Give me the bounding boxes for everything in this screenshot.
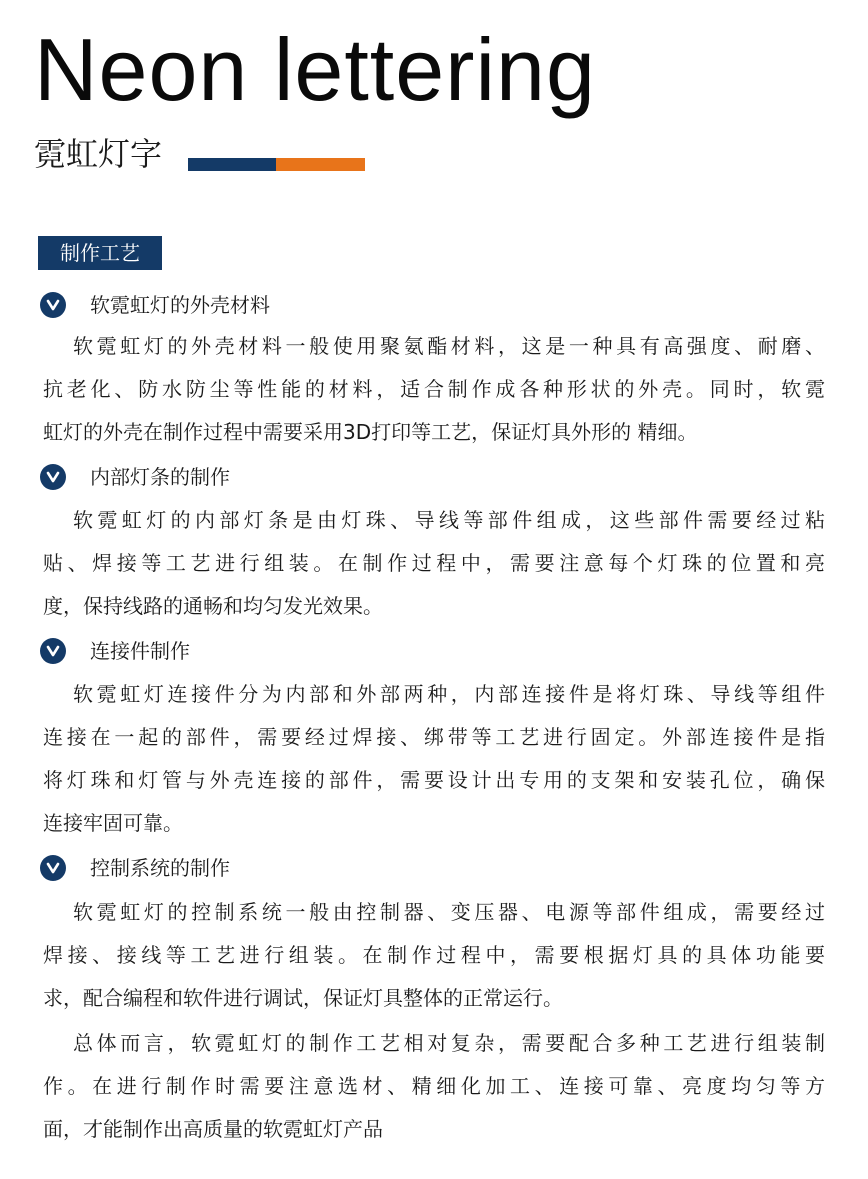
paragraph-line: 虹灯的外壳在制作过程中需要采用3D打印等工艺，保证灯具外形的 精细。 — [43, 420, 698, 444]
item-title: 连接件制作 — [90, 639, 190, 663]
item-paragraph — [43, 325, 825, 454]
item-heading — [40, 289, 270, 321]
item-paragraph — [43, 673, 825, 845]
paragraph-line: 软霓虹灯的控制系统一般由控制器、变压器、电源等部件组成，需要经过 — [73, 900, 825, 924]
page-title-chinese: 霓虹灯字 — [34, 135, 163, 173]
paragraph-line: 贴、焊接等工艺进行组装。在制作过程中，需要注意每个灯珠的位置和亮 — [43, 551, 825, 575]
paragraph-line: 软霓虹灯的外壳材料一般使用聚氨酯材料，这是一种具有高强度、耐磨、 — [73, 334, 825, 358]
paragraph-line: 焊接、接线等工艺进行组装。在制作过程中，需要根据灯具的具体功能要 — [43, 943, 825, 967]
section-tag: 制作工艺 — [38, 236, 162, 270]
check-circle-icon — [40, 638, 66, 664]
paragraph-line: 软霓虹灯的内部灯条是由灯珠、导线等部件组成，这些部件需要经过粘 — [73, 508, 825, 532]
paragraph-line: 面，才能制作出高质量的软霓虹灯产品 — [43, 1117, 383, 1141]
check-circle-icon — [40, 464, 66, 490]
item-title: 控制系统的制作 — [90, 856, 230, 880]
paragraph-line: 连接在一起的部件，需要经过焊接、绑带等工艺进行固定。外部连接件是指 — [43, 725, 825, 749]
paragraph-line: 抗老化、防水防尘等性能的材料，适合制作成各种形状的外壳。同时，软霓 — [43, 377, 825, 401]
paragraph-line: 将灯珠和灯管与外壳连接的部件，需要设计出专用的支架和安装孔位，确保 — [43, 768, 825, 792]
check-circle-icon — [40, 855, 66, 881]
title-accent-bar-blue — [188, 158, 276, 171]
paragraph-line: 软霓虹灯连接件分为内部和外部两种，内部连接件是将灯珠、导线等组件 — [73, 682, 825, 706]
title-accent-bar-orange — [276, 158, 365, 171]
item-heading — [40, 635, 190, 667]
paragraph-line: 总体而言，软霓虹灯的制作工艺相对复杂，需要配合多种工艺进行组装制 — [73, 1031, 825, 1055]
page-title-english: Neon lettering — [34, 20, 596, 119]
item-paragraph — [43, 499, 825, 628]
paragraph-line: 求，配合编程和软件进行调试，保证灯具整体的正常运行。 — [43, 986, 563, 1010]
item-heading — [40, 852, 230, 884]
item-title: 内部灯条的制作 — [90, 465, 230, 489]
item-heading — [40, 461, 230, 493]
item-paragraph — [43, 891, 825, 1020]
paragraph-line: 度，保持线路的通畅和均匀发光效果。 — [43, 594, 383, 618]
item-title: 软霓虹灯的外壳材料 — [90, 293, 270, 317]
summary-paragraph — [43, 1022, 825, 1151]
check-circle-icon — [40, 292, 66, 318]
paragraph-line: 作。在进行制作时需要注意选材、精细化加工、连接可靠、亮度均匀等方 — [43, 1074, 825, 1098]
paragraph-line: 连接牢固可靠。 — [43, 811, 183, 835]
